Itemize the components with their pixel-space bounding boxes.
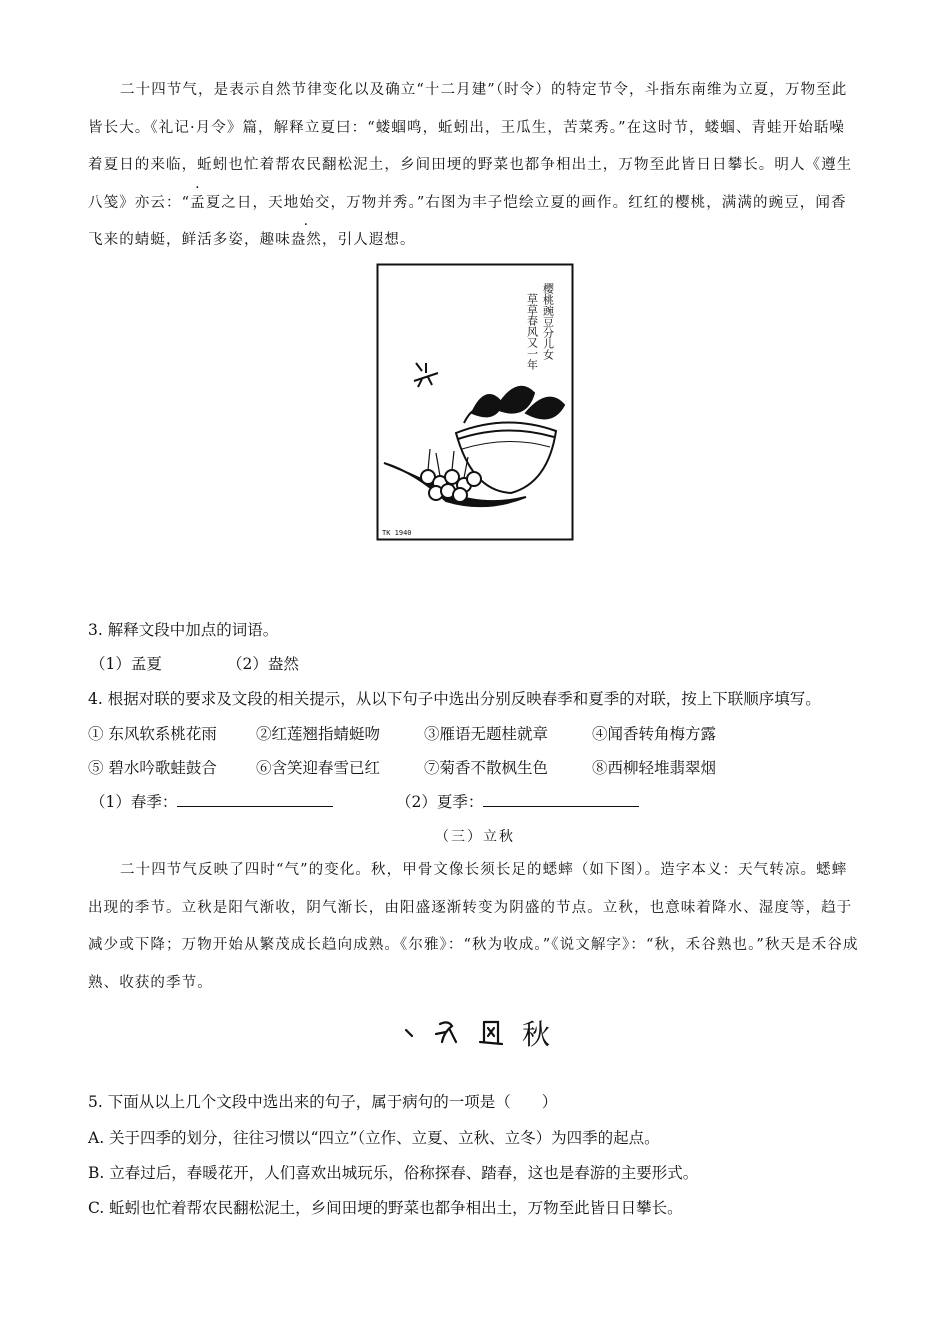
q4-option-6: ⑥含笑迎春雪已红 (256, 759, 381, 777)
q4-summer-label: （2）夏季： (396, 793, 484, 811)
bronze-glyph (436, 1022, 456, 1042)
q4-spring-answer (90, 790, 333, 812)
intro-text-2: 夏之日，天地始交，万物并秀。”右图为丰子恺绘立夏的画作。红红的樱桃，满满的豌豆，闻香飞来的蜻蜓，鲜活多姿，趣味 (88, 194, 847, 248)
oracle-bone-glyph (406, 1030, 412, 1036)
dotted-word-angran: 盎然 (290, 232, 323, 248)
intro-text-1: 二十四节气，是表示自然节律变化以及确立“十二月建”（时令）的特定节令，斗指东南维为立夏，万物至此皆长大。《礼记·月令》篇，解释立夏曰：“蝼蝈鸣，蚯蚓出，王瓜生，苦菜秀。”在这时节，蝼蝈、青蛙开始聒噪着夏日的来临，蚯蚓也忙着帮农民翻松泥土，乡间田埂的野菜也都争相出土，万物至此皆日日攀长。明人《遵生八笺》亦云：“ (88, 82, 853, 211)
q4-option-5: ⑤ 碧水吟歌蛙鼓合 (88, 759, 217, 777)
q4-summer-answer (396, 790, 639, 812)
qiu-character-evolution (400, 1012, 560, 1052)
q4-option-1: ① 东风软系桃花雨 (88, 725, 217, 743)
spring-answer-blank[interactable] (177, 792, 333, 807)
q3-item-2: （2）盎然 (227, 655, 299, 673)
q5-option-a: A. 关于四季的划分，往往习惯以“四立”（立作、立夏、立秋、立冬）为四季的起点。 (88, 1129, 660, 1147)
section-title-liqiu: （三）立秋 (435, 829, 515, 845)
q4-option-7: ⑦菊香不散枫生色 (424, 759, 549, 777)
lixia-painting (376, 263, 574, 541)
summer-answer-blank[interactable] (483, 792, 639, 807)
q4-prompt: 4. 根据对联的要求及文段的相关提示，从以下句子中选出分别反映春季和夏季的对联，按上下联顺序填写。 (88, 690, 821, 708)
seal-glyph (480, 1022, 502, 1044)
q4-option-2: ②红莲翘指蜻蜓吻 (256, 725, 381, 743)
q4-option-4: ④闻香转角梅方露 (592, 725, 717, 743)
q3-prompt: 3. 解释文段中加点的词语。 (88, 621, 279, 639)
q5-option-b: B. 立春过后，春暖花开，人们喜欢出城玩乐，俗称探春、踏春，这也是春游的主要形式。 (88, 1164, 699, 1182)
liqiu-text: 二十四节气反映了四时“气”的变化。秋，甲骨文像长须长足的蟋蟀（如下图）。造字本义：天气转凉。蟋蟀出现的季节。立秋是阳气渐收，阴气渐长，由阳盛逐渐转变为阴盛的节点。立秋，也意味着降水、湿度等，趋于减少或下降；万物开始从繁茂成长趋向成熟。《尔雅》：“秋为收成。”《说文解字》：“秋，禾谷熟也。”秋天是禾谷成熟、收获的季节。 (88, 862, 859, 991)
intro-paragraph (88, 72, 860, 260)
inscription-col2: 草草春风又一年 (525, 293, 539, 370)
inscription-col1: 樱桃豌豆分儿女 (541, 283, 555, 360)
q5-option-c: C. 蚯蚓也忙着帮农民翻松泥土，乡间田埂的野菜也都争相出土，万物至此皆日日攀长。 (88, 1199, 683, 1217)
liqiu-paragraph (88, 852, 860, 1002)
dotted-word-meng: 孟 (190, 194, 206, 211)
q4-option-3: ③雁语无题桂就章 (424, 725, 549, 743)
q4-option-8: ⑧西柳轻堆翡翠烟 (592, 759, 717, 777)
q4-spring-label: （1）春季： (90, 793, 178, 811)
q3-item-1: （1）孟夏 (90, 655, 162, 673)
painter-signature: TK 1940 (382, 529, 412, 537)
intro-text-3: ，引人遐想。 (322, 232, 416, 248)
q5-prompt: 5. 下面从以上几个文段中选出来的句子，属于病句的一项是（ ） (88, 1093, 558, 1111)
modern-glyph-qiu: 秋 (522, 1018, 551, 1051)
